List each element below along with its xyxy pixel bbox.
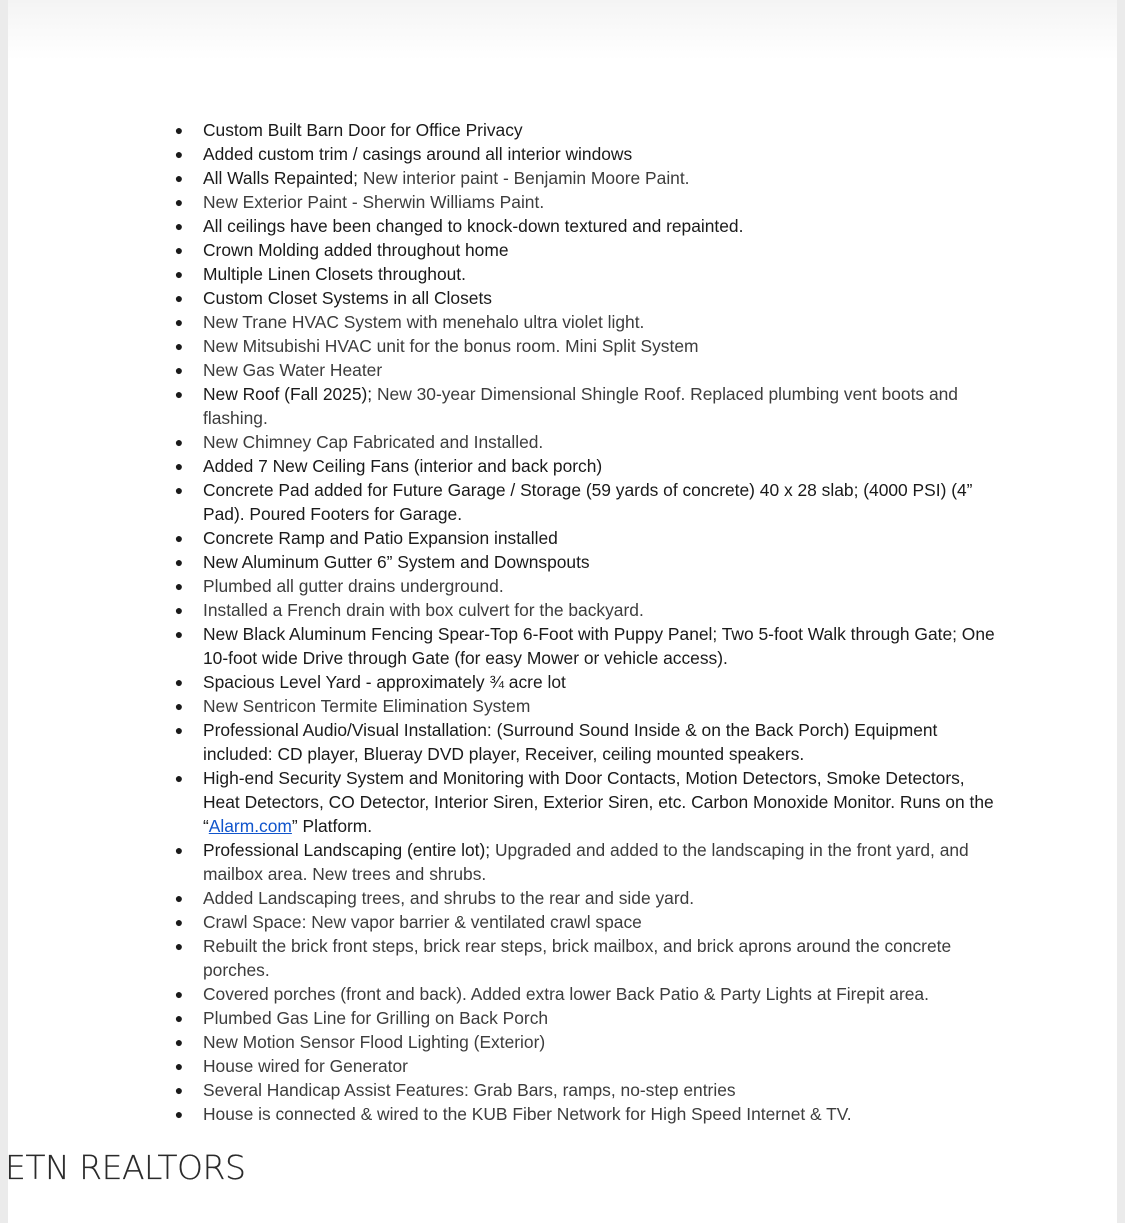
feature-text-detail: Installed a French drain with box culvert for the backyard. [203, 600, 644, 620]
bullet-icon: ● [174, 218, 184, 234]
feature-text: Professional Audio/Visual Installation: (Surround Sound Inside & on the Back Porch) Equipment included: CD player, Blueray DVD player, Receiver, ceiling mounted speakers. [203, 720, 938, 764]
bullet-icon: ● [174, 338, 184, 354]
feature-text: Added custom trim / casings around all interior windows [203, 144, 633, 164]
feature-text: Concrete Ramp and Patio Expansion installed [203, 528, 558, 548]
feature-item [8, 142, 1117, 166]
feature-item [8, 982, 1117, 1006]
feature-text-after-link: ” Platform. [291, 816, 373, 836]
bullet-icon: ● [174, 1010, 184, 1026]
bullet-icon: ● [174, 1082, 184, 1098]
feature-item [8, 190, 1117, 214]
feature-text: Crown Molding added throughout home [203, 240, 509, 260]
feature-item [8, 310, 1117, 334]
feature-text: Spacious Level Yard - approximately ¾ acre lot [203, 672, 566, 692]
feature-text: Added 7 New Ceiling Fans (interior and back porch) [203, 456, 603, 476]
feature-text: New Black Aluminum Fencing Spear-Top 6-Foot with Puppy Panel; Two 5-foot Walk through Gate; One 10-foot wide Drive through Gate (for easy Mower or vehicle access). [203, 624, 995, 668]
bullet-icon: ● [174, 1034, 184, 1050]
bullet-icon: ● [174, 482, 184, 498]
bullet-icon: ● [174, 554, 184, 570]
feature-item [8, 1006, 1117, 1030]
document-page [8, 0, 1117, 1223]
feature-text: New Aluminum Gutter 6” System and Downspouts [203, 552, 590, 572]
bullet-icon: ● [174, 914, 184, 930]
bullet-icon: ● [174, 290, 184, 306]
feature-text: All Walls Repainted; [203, 168, 363, 188]
bullet-icon: ● [174, 890, 184, 906]
bullet-icon: ● [174, 578, 184, 594]
feature-text: Professional Landscaping (entire lot); [203, 840, 495, 860]
feature-text-detail: Upgraded and added to the landscaping in the front yard, and mailbox area. New trees and shrubs. [203, 840, 969, 884]
bullet-icon: ● [174, 386, 184, 402]
feature-text: Custom Closet Systems in all Closets [203, 288, 492, 308]
feature-item [8, 838, 1117, 886]
feature-item [8, 286, 1117, 310]
feature-item [8, 118, 1117, 142]
bullet-icon: ● [174, 626, 184, 642]
feature-item [8, 1030, 1117, 1054]
feature-item [8, 262, 1117, 286]
feature-item [8, 358, 1117, 382]
bullet-icon: ● [174, 1106, 184, 1122]
bullet-icon: ● [174, 722, 184, 738]
feature-item [8, 598, 1117, 622]
feature-item [8, 910, 1117, 934]
feature-item [8, 622, 1117, 670]
feature-text-detail: Plumbed all gutter drains underground. [203, 576, 504, 596]
bullet-icon: ● [174, 674, 184, 690]
feature-item [8, 238, 1117, 262]
feature-item [8, 718, 1117, 766]
bullet-icon: ● [174, 434, 184, 450]
feature-item [8, 214, 1117, 238]
feature-text-detail: Added Landscaping trees, and shrubs to the rear and side yard. [203, 888, 695, 908]
feature-text: All ceilings have been changed to knock-down textured and repainted. [203, 216, 744, 236]
feature-text-detail: New Exterior Paint - Sherwin Williams Paint. [203, 192, 545, 212]
feature-item [8, 1102, 1117, 1126]
feature-text-detail: New Gas Water Heater [203, 360, 383, 380]
feature-item [8, 454, 1117, 478]
feature-item [8, 766, 1117, 838]
feature-item [8, 382, 1117, 430]
page-top-shade [8, 0, 1117, 60]
feature-item [8, 1078, 1117, 1102]
feature-text-detail: New Sentricon Termite Elimination System [203, 696, 531, 716]
feature-text: Multiple Linen Closets throughout. [203, 264, 466, 284]
feature-item [8, 934, 1117, 982]
feature-item [8, 166, 1117, 190]
bullet-icon: ● [174, 458, 184, 474]
feature-text: High-end Security System and Monitoring with Door Contacts, Motion Detectors, Smoke Detectors, Heat Detectors, CO Detector, Interior Siren, Exterior Siren, etc. Carbon Monoxide Monitor. Runs on the “ [203, 768, 994, 836]
feature-text-detail: New Motion Sensor Flood Lighting (Exterior) [203, 1032, 546, 1052]
feature-text: Custom Built Barn Door for Office Privacy [203, 120, 523, 140]
feature-item [8, 1054, 1117, 1078]
bullet-icon: ● [174, 170, 184, 186]
bullet-icon: ● [174, 146, 184, 162]
bullet-icon: ● [174, 530, 184, 546]
feature-text-detail: New Trane HVAC System with menehalo ultra violet light. [203, 312, 645, 332]
feature-text-detail: Rebuilt the brick front steps, brick rear steps, brick mailbox, and brick aprons around the concrete porches. [203, 936, 952, 980]
bullet-icon: ● [174, 938, 184, 954]
bullet-icon: ● [174, 122, 184, 138]
feature-text-detail: Crawl Space: New vapor barrier & ventilated crawl space [203, 912, 642, 932]
bullet-icon: ● [174, 266, 184, 282]
feature-item [8, 886, 1117, 910]
feature-text-detail: Several Handicap Assist Features: Grab Bars, ramps, no-step entries [203, 1080, 736, 1100]
feature-item [8, 694, 1117, 718]
bullet-icon: ● [174, 1058, 184, 1074]
bullet-icon: ● [174, 602, 184, 618]
feature-item [8, 550, 1117, 574]
bullet-icon: ● [174, 842, 184, 858]
bullet-icon: ● [174, 242, 184, 258]
feature-text-detail: House wired for Generator [203, 1056, 408, 1076]
feature-item [8, 574, 1117, 598]
bullet-icon: ● [174, 770, 184, 786]
bullet-icon: ● [174, 698, 184, 714]
feature-item [8, 334, 1117, 358]
feature-text-detail: New 30-year Dimensional Shingle Roof. Replaced plumbing vent boots and flashing. [203, 384, 958, 428]
brand-watermark: ETN REALTORS [5, 1148, 246, 1187]
feature-text: New Roof (Fall 2025); [203, 384, 377, 404]
feature-text-detail: New interior paint - Benjamin Moore Paint. [362, 168, 690, 188]
feature-text-detail: New Mitsubishi HVAC unit for the bonus room. Mini Split System [203, 336, 699, 356]
bullet-icon: ● [174, 314, 184, 330]
feature-item [8, 430, 1117, 454]
feature-item [8, 478, 1117, 526]
feature-text: Concrete Pad added for Future Garage / Storage (59 yards of concrete) 40 x 28 slab; (4000 PSI) (4” Pad). Poured Footers for Garage. [203, 480, 973, 524]
bullet-icon: ● [174, 194, 184, 210]
feature-item [8, 670, 1117, 694]
feature-text-detail: Covered porches (front and back). Added extra lower Back Patio & Party Lights at Firepit area. [203, 984, 929, 1004]
bullet-icon: ● [174, 986, 184, 1002]
bullet-icon: ● [174, 362, 184, 378]
feature-text-detail: House is connected & wired to the KUB Fiber Network for High Speed Internet & TV. [203, 1104, 852, 1124]
feature-list [8, 118, 1117, 1126]
feature-item [8, 526, 1117, 550]
feature-text-detail: Plumbed Gas Line for Grilling on Back Porch [203, 1008, 549, 1028]
alarm-link[interactable]: Alarm.com [208, 816, 292, 836]
feature-text-detail: New Chimney Cap Fabricated and Installed. [203, 432, 544, 452]
